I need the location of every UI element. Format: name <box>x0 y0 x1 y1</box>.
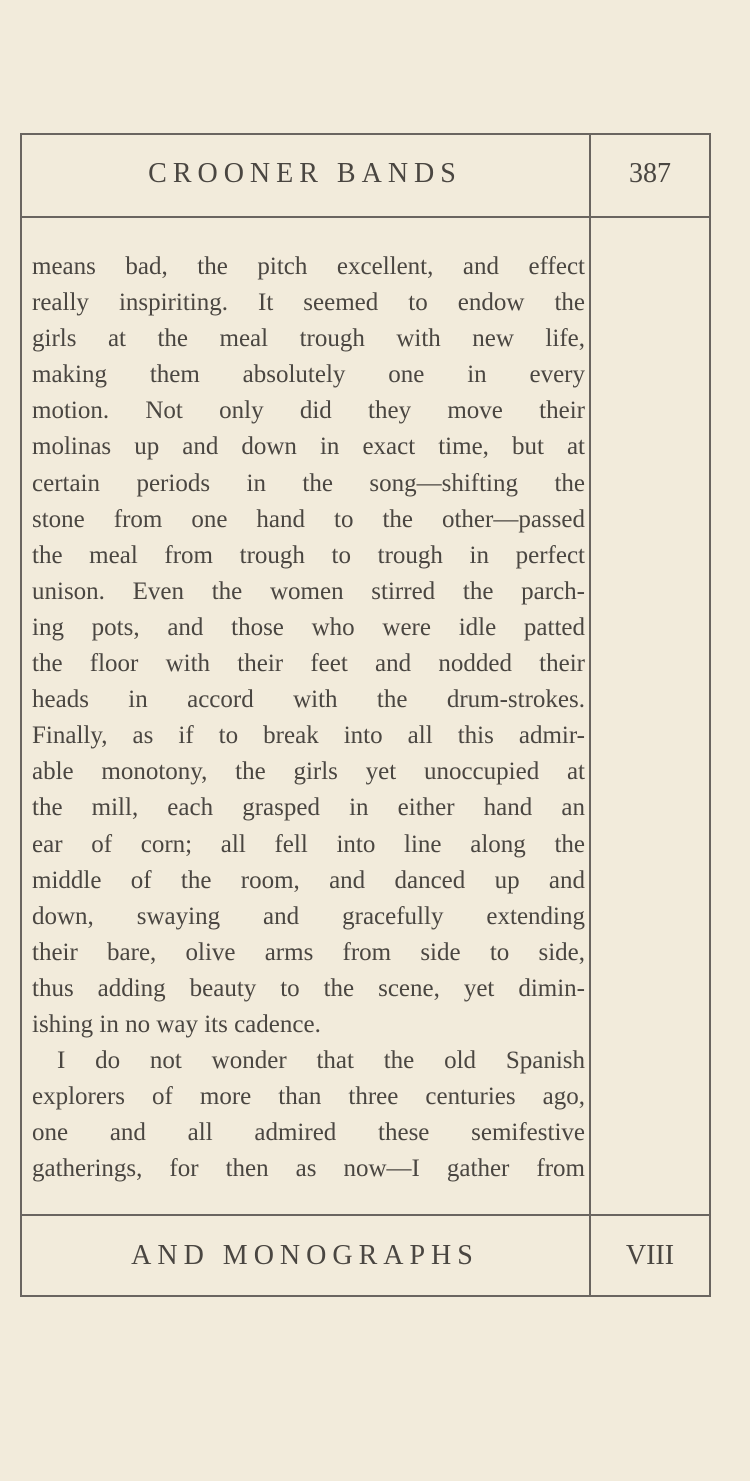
text-line: explorers of more than three centuries ago, <box>32 1083 585 1111</box>
body-text <box>32 249 585 1187</box>
section-number: VIII <box>625 1240 675 1271</box>
text-line: ing pots, and those who were idle patted <box>32 613 585 641</box>
text-line: their bare, olive arms from side to side, <box>32 938 585 966</box>
running-head: CROONER BANDS <box>148 158 462 189</box>
text-line: motion. Not only did they move their <box>32 397 585 425</box>
text-line: certain periods in the song—shifting the <box>32 469 585 497</box>
text-line: the meal from trough to trough in perfect <box>32 541 585 569</box>
text-line: heads in accord with the drum-strokes. <box>32 686 585 714</box>
text-line: the mill, each grasped in either hand an <box>32 794 585 822</box>
text-line: the floor with their feet and nodded their <box>32 650 585 678</box>
text-line: molinas up and down in exact time, but at <box>32 433 585 461</box>
page-number: 387 <box>629 158 671 189</box>
column-divider <box>589 133 591 1297</box>
text-line: means bad, the pitch excellent, and effect <box>32 253 585 280</box>
running-foot: AND MONOGRAPHS <box>131 1240 479 1271</box>
text-line: unison. Even the women stirred the parch- <box>32 577 585 605</box>
text-line: making them absolutely one in every <box>32 361 585 389</box>
text-line: really inspiriting. It seemed to endow the <box>32 289 585 317</box>
text-line: ishing in no way its cadence. <box>32 1010 321 1038</box>
text-line: stone from one hand to the other—passed <box>32 505 585 533</box>
text-line: thus adding beauty to the scene, yet dimin- <box>32 974 585 1002</box>
text-line: middle of the room, and danced up and <box>32 866 585 894</box>
header-rule <box>20 216 711 218</box>
footer-rule <box>20 1214 711 1216</box>
text-line: one and all admired these semifestive <box>32 1119 585 1147</box>
text-line: ear of corn; all fell into line along the <box>32 830 585 858</box>
text-line: I do not wonder that the old Spanish <box>57 1047 585 1075</box>
text-line: girls at the meal trough with new life, <box>32 325 585 353</box>
text-line: Finally, as if to break into all this admir- <box>32 722 585 750</box>
text-line: down, swaying and gracefully extending <box>32 902 585 930</box>
text-line: gatherings, for then as now—I gather from <box>32 1155 585 1183</box>
text-line: able monotony, the girls yet unoccupied at <box>32 758 585 786</box>
